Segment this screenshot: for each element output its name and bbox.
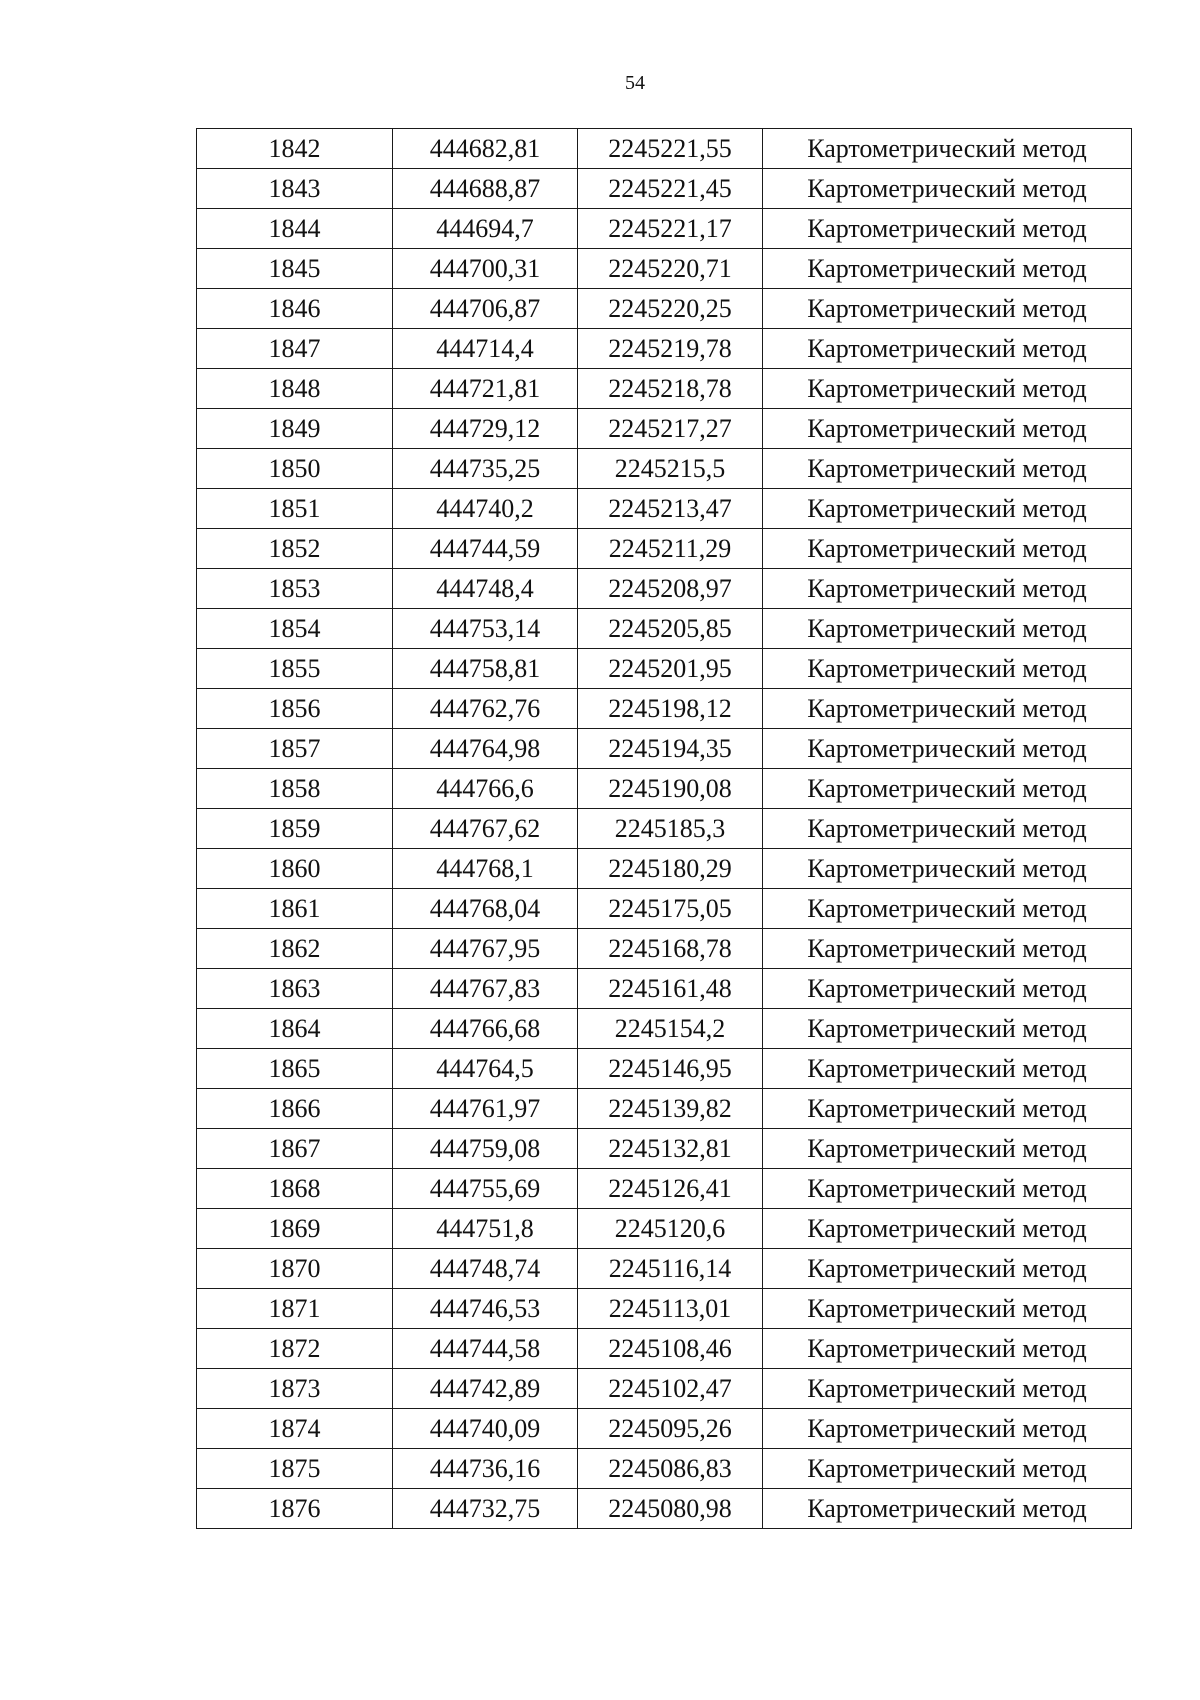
y-coordinate-cell: 2245168,78 bbox=[578, 929, 763, 969]
table-row bbox=[197, 249, 1132, 289]
table-row bbox=[197, 1409, 1132, 1449]
point-number-cell: 1843 bbox=[197, 169, 393, 209]
point-number-cell: 1850 bbox=[197, 449, 393, 489]
method-cell: Картометрический метод bbox=[763, 289, 1132, 329]
y-coordinate-cell: 2245190,08 bbox=[578, 769, 763, 809]
table-row bbox=[197, 449, 1132, 489]
method-cell: Картометрический метод bbox=[763, 409, 1132, 449]
point-number-cell: 1862 bbox=[197, 929, 393, 969]
point-number-cell: 1861 bbox=[197, 889, 393, 929]
table-row bbox=[197, 1049, 1132, 1089]
table-row bbox=[197, 969, 1132, 1009]
y-coordinate-cell: 2245120,6 bbox=[578, 1209, 763, 1249]
point-number-cell: 1875 bbox=[197, 1449, 393, 1489]
point-number-cell: 1846 bbox=[197, 289, 393, 329]
x-coordinate-cell: 444694,7 bbox=[393, 209, 578, 249]
y-coordinate-cell: 2245219,78 bbox=[578, 329, 763, 369]
method-cell: Картометрический метод bbox=[763, 889, 1132, 929]
x-coordinate-cell: 444700,31 bbox=[393, 249, 578, 289]
method-cell: Картометрический метод bbox=[763, 769, 1132, 809]
point-number-cell: 1842 bbox=[197, 129, 393, 169]
y-coordinate-cell: 2245086,83 bbox=[578, 1449, 763, 1489]
point-number-cell: 1854 bbox=[197, 609, 393, 649]
table-row bbox=[197, 729, 1132, 769]
table-row bbox=[197, 809, 1132, 849]
y-coordinate-cell: 2245220,71 bbox=[578, 249, 763, 289]
method-cell: Картометрический метод bbox=[763, 449, 1132, 489]
method-cell: Картометрический метод bbox=[763, 169, 1132, 209]
table-row bbox=[197, 129, 1132, 169]
table-row bbox=[197, 1489, 1132, 1529]
point-number-cell: 1866 bbox=[197, 1089, 393, 1129]
table-row bbox=[197, 569, 1132, 609]
x-coordinate-cell: 444758,81 bbox=[393, 649, 578, 689]
method-cell: Картометрический метод bbox=[763, 249, 1132, 289]
point-number-cell: 1851 bbox=[197, 489, 393, 529]
point-number-cell: 1847 bbox=[197, 329, 393, 369]
y-coordinate-cell: 2245221,55 bbox=[578, 129, 763, 169]
point-number-cell: 1849 bbox=[197, 409, 393, 449]
point-number-cell: 1855 bbox=[197, 649, 393, 689]
x-coordinate-cell: 444748,4 bbox=[393, 569, 578, 609]
y-coordinate-cell: 2245220,25 bbox=[578, 289, 763, 329]
y-coordinate-cell: 2245154,2 bbox=[578, 1009, 763, 1049]
table-row bbox=[197, 1329, 1132, 1369]
table-row bbox=[197, 689, 1132, 729]
y-coordinate-cell: 2245218,78 bbox=[578, 369, 763, 409]
y-coordinate-cell: 2245139,82 bbox=[578, 1089, 763, 1129]
method-cell: Картометрический метод bbox=[763, 1009, 1132, 1049]
method-cell: Картометрический метод bbox=[763, 569, 1132, 609]
x-coordinate-cell: 444755,69 bbox=[393, 1169, 578, 1209]
x-coordinate-cell: 444746,53 bbox=[393, 1289, 578, 1329]
y-coordinate-cell: 2245213,47 bbox=[578, 489, 763, 529]
point-number-cell: 1871 bbox=[197, 1289, 393, 1329]
method-cell: Картометрический метод bbox=[763, 329, 1132, 369]
y-coordinate-cell: 2245175,05 bbox=[578, 889, 763, 929]
table-row bbox=[197, 1249, 1132, 1289]
y-coordinate-cell: 2245201,95 bbox=[578, 649, 763, 689]
x-coordinate-cell: 444766,6 bbox=[393, 769, 578, 809]
y-coordinate-cell: 2245221,17 bbox=[578, 209, 763, 249]
method-cell: Картометрический метод bbox=[763, 1369, 1132, 1409]
y-coordinate-cell: 2245126,41 bbox=[578, 1169, 763, 1209]
x-coordinate-cell: 444767,62 bbox=[393, 809, 578, 849]
x-coordinate-cell: 444742,89 bbox=[393, 1369, 578, 1409]
point-number-cell: 1856 bbox=[197, 689, 393, 729]
x-coordinate-cell: 444721,81 bbox=[393, 369, 578, 409]
table-row bbox=[197, 1289, 1132, 1329]
y-coordinate-cell: 2245208,97 bbox=[578, 569, 763, 609]
table-row bbox=[197, 609, 1132, 649]
table-row bbox=[197, 529, 1132, 569]
y-coordinate-cell: 2245132,81 bbox=[578, 1129, 763, 1169]
table-row bbox=[197, 649, 1132, 689]
point-number-cell: 1852 bbox=[197, 529, 393, 569]
x-coordinate-cell: 444766,68 bbox=[393, 1009, 578, 1049]
point-number-cell: 1874 bbox=[197, 1409, 393, 1449]
coordinates-table-body bbox=[197, 129, 1132, 1529]
method-cell: Картометрический метод bbox=[763, 609, 1132, 649]
point-number-cell: 1868 bbox=[197, 1169, 393, 1209]
table-row bbox=[197, 889, 1132, 929]
table-row bbox=[197, 769, 1132, 809]
method-cell: Картометрический метод bbox=[763, 969, 1132, 1009]
method-cell: Картометрический метод bbox=[763, 649, 1132, 689]
x-coordinate-cell: 444744,58 bbox=[393, 1329, 578, 1369]
x-coordinate-cell: 444751,8 bbox=[393, 1209, 578, 1249]
x-coordinate-cell: 444759,08 bbox=[393, 1129, 578, 1169]
method-cell: Картометрический метод bbox=[763, 209, 1132, 249]
table-row bbox=[197, 1369, 1132, 1409]
y-coordinate-cell: 2245113,01 bbox=[578, 1289, 763, 1329]
point-number-cell: 1867 bbox=[197, 1129, 393, 1169]
method-cell: Картометрический метод bbox=[763, 529, 1132, 569]
method-cell: Картометрический метод bbox=[763, 1289, 1132, 1329]
x-coordinate-cell: 444768,04 bbox=[393, 889, 578, 929]
method-cell: Картометрический метод bbox=[763, 1449, 1132, 1489]
method-cell: Картометрический метод bbox=[763, 129, 1132, 169]
y-coordinate-cell: 2245211,29 bbox=[578, 529, 763, 569]
x-coordinate-cell: 444767,95 bbox=[393, 929, 578, 969]
point-number-cell: 1870 bbox=[197, 1249, 393, 1289]
point-number-cell: 1845 bbox=[197, 249, 393, 289]
point-number-cell: 1860 bbox=[197, 849, 393, 889]
table-row bbox=[197, 929, 1132, 969]
y-coordinate-cell: 2245198,12 bbox=[578, 689, 763, 729]
method-cell: Картометрический метод bbox=[763, 1049, 1132, 1089]
table-row bbox=[197, 209, 1132, 249]
x-coordinate-cell: 444744,59 bbox=[393, 529, 578, 569]
x-coordinate-cell: 444714,4 bbox=[393, 329, 578, 369]
table-row bbox=[197, 1169, 1132, 1209]
method-cell: Картометрический метод bbox=[763, 1249, 1132, 1289]
y-coordinate-cell: 2245185,3 bbox=[578, 809, 763, 849]
x-coordinate-cell: 444736,16 bbox=[393, 1449, 578, 1489]
y-coordinate-cell: 2245215,5 bbox=[578, 449, 763, 489]
x-coordinate-cell: 444764,5 bbox=[393, 1049, 578, 1089]
x-coordinate-cell: 444748,74 bbox=[393, 1249, 578, 1289]
coordinates-table bbox=[196, 128, 1132, 1529]
table-row bbox=[197, 169, 1132, 209]
point-number-cell: 1844 bbox=[197, 209, 393, 249]
method-cell: Картометрический метод bbox=[763, 369, 1132, 409]
table-row bbox=[197, 849, 1132, 889]
method-cell: Картометрический метод bbox=[763, 1129, 1132, 1169]
method-cell: Картометрический метод bbox=[763, 689, 1132, 729]
x-coordinate-cell: 444768,1 bbox=[393, 849, 578, 889]
point-number-cell: 1869 bbox=[197, 1209, 393, 1249]
method-cell: Картометрический метод bbox=[763, 929, 1132, 969]
point-number-cell: 1853 bbox=[197, 569, 393, 609]
x-coordinate-cell: 444706,87 bbox=[393, 289, 578, 329]
x-coordinate-cell: 444729,12 bbox=[393, 409, 578, 449]
y-coordinate-cell: 2245161,48 bbox=[578, 969, 763, 1009]
point-number-cell: 1858 bbox=[197, 769, 393, 809]
y-coordinate-cell: 2245221,45 bbox=[578, 169, 763, 209]
method-cell: Картометрический метод bbox=[763, 729, 1132, 769]
method-cell: Картометрический метод bbox=[763, 1089, 1132, 1129]
table-row bbox=[197, 489, 1132, 529]
x-coordinate-cell: 444762,76 bbox=[393, 689, 578, 729]
point-number-cell: 1876 bbox=[197, 1489, 393, 1529]
page-number: 54 bbox=[625, 72, 645, 94]
table-row bbox=[197, 369, 1132, 409]
x-coordinate-cell: 444682,81 bbox=[393, 129, 578, 169]
x-coordinate-cell: 444688,87 bbox=[393, 169, 578, 209]
point-number-cell: 1859 bbox=[197, 809, 393, 849]
method-cell: Картометрический метод bbox=[763, 1169, 1132, 1209]
method-cell: Картометрический метод bbox=[763, 1409, 1132, 1449]
point-number-cell: 1857 bbox=[197, 729, 393, 769]
x-coordinate-cell: 444761,97 bbox=[393, 1089, 578, 1129]
table-row bbox=[197, 409, 1132, 449]
table-row bbox=[197, 329, 1132, 369]
x-coordinate-cell: 444732,75 bbox=[393, 1489, 578, 1529]
x-coordinate-cell: 444740,2 bbox=[393, 489, 578, 529]
x-coordinate-cell: 444753,14 bbox=[393, 609, 578, 649]
point-number-cell: 1864 bbox=[197, 1009, 393, 1049]
method-cell: Картометрический метод bbox=[763, 489, 1132, 529]
table-row bbox=[197, 1089, 1132, 1129]
y-coordinate-cell: 2245205,85 bbox=[578, 609, 763, 649]
x-coordinate-cell: 444740,09 bbox=[393, 1409, 578, 1449]
point-number-cell: 1865 bbox=[197, 1049, 393, 1089]
y-coordinate-cell: 2245095,26 bbox=[578, 1409, 763, 1449]
y-coordinate-cell: 2245180,29 bbox=[578, 849, 763, 889]
y-coordinate-cell: 2245146,95 bbox=[578, 1049, 763, 1089]
x-coordinate-cell: 444735,25 bbox=[393, 449, 578, 489]
y-coordinate-cell: 2245108,46 bbox=[578, 1329, 763, 1369]
point-number-cell: 1863 bbox=[197, 969, 393, 1009]
method-cell: Картометрический метод bbox=[763, 849, 1132, 889]
point-number-cell: 1848 bbox=[197, 369, 393, 409]
table-row bbox=[197, 1009, 1132, 1049]
x-coordinate-cell: 444764,98 bbox=[393, 729, 578, 769]
table-row bbox=[197, 289, 1132, 329]
method-cell: Картометрический метод bbox=[763, 1329, 1132, 1369]
method-cell: Картометрический метод bbox=[763, 809, 1132, 849]
y-coordinate-cell: 2245194,35 bbox=[578, 729, 763, 769]
y-coordinate-cell: 2245080,98 bbox=[578, 1489, 763, 1529]
method-cell: Картометрический метод bbox=[763, 1209, 1132, 1249]
point-number-cell: 1873 bbox=[197, 1369, 393, 1409]
y-coordinate-cell: 2245217,27 bbox=[578, 409, 763, 449]
point-number-cell: 1872 bbox=[197, 1329, 393, 1369]
table-row bbox=[197, 1129, 1132, 1169]
table-row bbox=[197, 1209, 1132, 1249]
method-cell: Картометрический метод bbox=[763, 1489, 1132, 1529]
x-coordinate-cell: 444767,83 bbox=[393, 969, 578, 1009]
y-coordinate-cell: 2245116,14 bbox=[578, 1249, 763, 1289]
y-coordinate-cell: 2245102,47 bbox=[578, 1369, 763, 1409]
table-row bbox=[197, 1449, 1132, 1489]
